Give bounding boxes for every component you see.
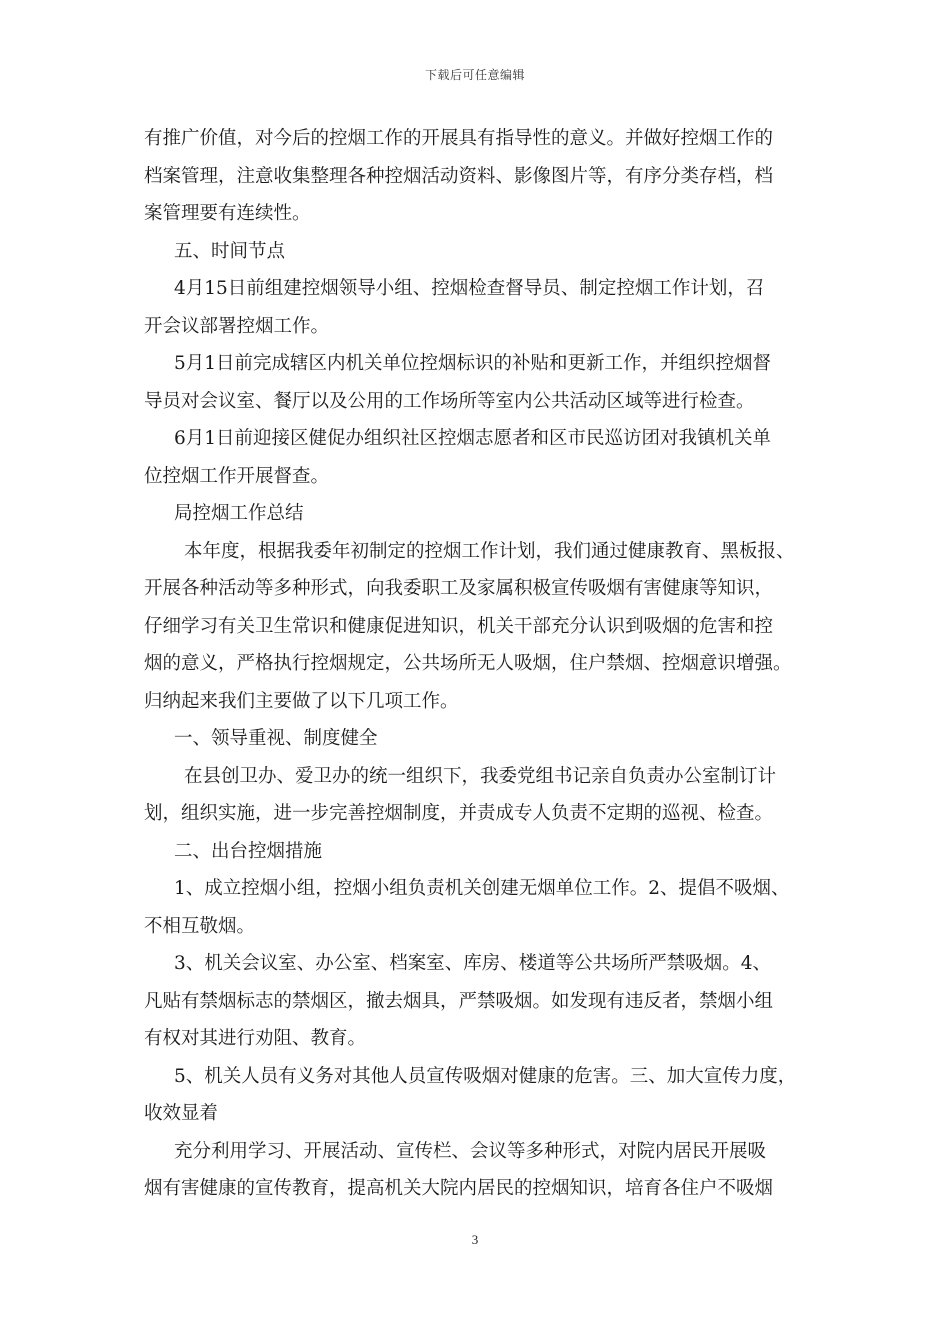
text-line: 凡贴有禁烟标志的禁烟区，撤去烟具，严禁吸烟。如发现有违反者，禁烟小组 [144,990,774,1012]
section-heading: 五、时间节点 [174,240,286,262]
text-line: 有推广价值，对今后的控烟工作的开展具有指导性的意义。并做好控烟工作的 [144,128,774,149]
text-line: 导员对会议室、餐厅以及公用的工作场所等室内公共活动区域等进行检查。 [144,390,755,412]
text-line: 充分利用学习、开展活动、宣传栏、会议等多种形式，对院内居民开展吸 [174,1140,767,1162]
text-line: 1、成立控烟小组，控烟小组负责机关创建无烟单位工作。2、提倡不吸烟、 [174,878,790,899]
text-line: 档案管理，注意收集整理各种控烟活动资料、影像图片等，有序分类存档，档 [144,165,774,187]
text-line: 收效显着 [144,1103,219,1124]
text-line: 5月1日前完成辖区内机关单位控烟标识的补贴和更新工作，并组织控烟督 [174,353,772,374]
text-line: 位控烟工作开展督查。 [144,465,330,487]
text-line: 在县创卫办、爱卫办的统一组织下，我委党组书记亲自负责办公室制订计 [184,765,777,787]
text-line: 5、机关人员有义务对其他人员宣传吸烟对健康的危害。三、加大宣传力度， [174,1065,797,1087]
text-line: 4月15日前组建控烟领导小组、控烟检查督导员、制定控烟工作计划，召 [174,278,765,299]
text-line: 本年度，根据我委年初制定的控烟工作计划，我们通过健康教育、黑板报、 [184,540,795,562]
text-line: 烟的意义，严格执行控烟规定，公共场所无人吸烟，住户禁烟、控烟意识增强。 [144,653,792,674]
text-line: 烟有害健康的宣传教育，提高机关大院内居民的控烟知识，培育各住户不吸烟 [144,1178,774,1199]
text-line: 仔细学习有关卫生常识和健康促进知识，机关干部充分认识到吸烟的危害和控 [144,615,774,637]
text-line: 不相互敬烟。 [144,915,256,937]
text-line: 开展各种活动等多种形式，向我委职工及家属积极宣传吸烟有害健康等知识， [144,578,774,599]
document-title: 局控烟工作总结 [174,503,304,524]
body-text [144,120,808,1208]
text-line: 划，组织实施，进一步完善控烟制度，并责成专人负责不定期的巡视、检查。 [144,803,774,824]
text-line: 归纳起来我们主要做了以下几项工作。 [144,690,459,712]
text-line: 有权对其进行劝阻、教育。 [144,1028,367,1049]
section-heading: 二、出台控烟措施 [174,840,323,862]
page-number: 3 [471,1232,479,1247]
page-header: 下载后可任意编辑 [424,68,525,82]
text-line: 6月1日前迎接区健促办组织社区控烟志愿者和区市民巡访团对我镇机关单 [174,428,772,449]
text-line: 案管理要有连续性。 [144,203,311,224]
section-heading: 一、领导重视、制度健全 [174,728,378,749]
text-line: 开会议部署控烟工作。 [144,315,330,337]
text-line: 3、机关会议室、办公室、档案室、库房、楼道等公共场所严禁吸烟。4、 [174,953,772,974]
